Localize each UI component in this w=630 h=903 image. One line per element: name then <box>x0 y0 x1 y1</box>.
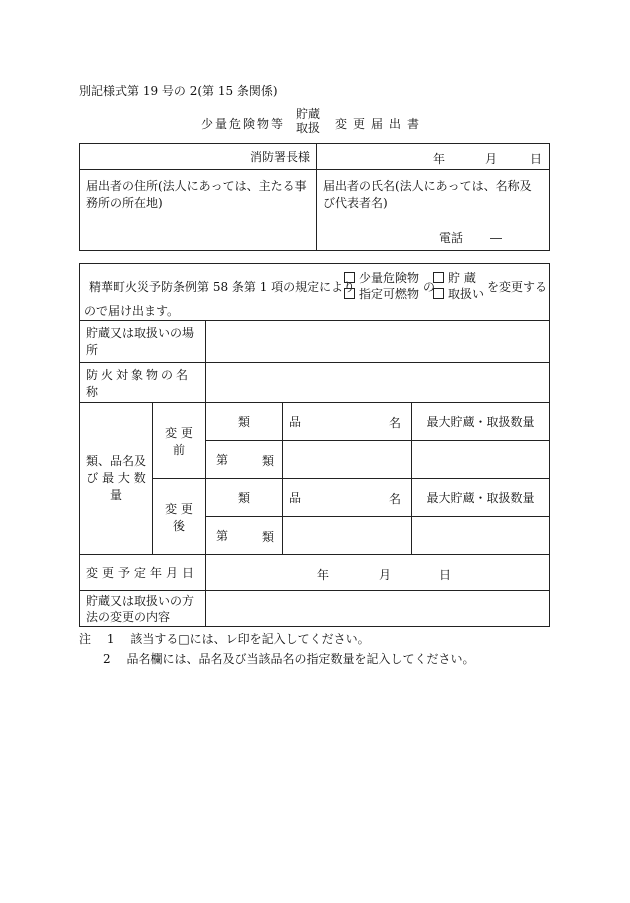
applicant-name-cell[interactable]: 届出者の氏名(法人にあっては、名称及び代表者名) 電話 ― <box>317 170 550 251</box>
option-designated[interactable]: 指定可燃物 <box>344 285 419 302</box>
option-handling[interactable]: 取扱い <box>433 285 484 302</box>
target-label: 防火対象物の名称 <box>80 363 206 403</box>
location-field[interactable] <box>206 321 550 363</box>
title-stack <box>296 107 320 135</box>
option-small-hazard[interactable]: 少量危険物 <box>344 269 419 286</box>
schedule-label: 変更予定年月日 <box>80 555 206 591</box>
checkbox-storage[interactable] <box>433 272 444 283</box>
title-left: 少量危険物等 <box>201 117 286 131</box>
col-max-before: 最大貯蔵・取扱数量 <box>412 403 550 441</box>
before-change-label: 変 更 前 <box>153 403 206 479</box>
main-table <box>79 263 550 627</box>
col-kind-before: 類 <box>206 403 283 441</box>
form-title <box>0 107 630 137</box>
form-heading: 別記様式第 19 号の 2(第 15 条関係) <box>79 84 278 98</box>
name-cell-before[interactable] <box>283 441 412 479</box>
max-cell-before[interactable] <box>412 441 550 479</box>
date-cell[interactable]: 年 月 日 <box>317 144 550 170</box>
name-cell-after[interactable] <box>283 517 412 555</box>
header-table <box>79 143 550 251</box>
method-field[interactable] <box>206 591 550 627</box>
kind-label: 類、品名及び 最 大 数 量 <box>80 403 153 555</box>
location-label: 貯蔵又は取扱いの場所 <box>80 321 206 363</box>
checkbox-small-hazard[interactable] <box>344 272 355 283</box>
col-max-after: 最大貯蔵・取扱数量 <box>412 479 550 517</box>
phone-dash: ― <box>490 231 502 245</box>
phone-label: 電話 <box>439 231 464 245</box>
checkbox-designated[interactable] <box>344 288 355 299</box>
max-cell-after[interactable] <box>412 517 550 555</box>
after-change-label: 変 更 後 <box>153 479 206 555</box>
title-handling: 取扱 <box>296 121 321 135</box>
col-kind-after: 類 <box>206 479 283 517</box>
schedule-field[interactable]: 年 月 日 <box>206 555 550 591</box>
note-2: 2 品名欄には、品名及び当該品名の指定数量を記入してください。 <box>103 652 475 666</box>
addressee-cell: 消防署長様 <box>80 144 317 170</box>
option-storage[interactable]: 貯 蔵 <box>433 269 476 286</box>
statement-cell: 精華町火災予防条例第 58 条第 1 項の規定により 少量危険物 指定可燃物 の 貯 蔵 取扱い を変更する ので届け出ます。 <box>80 264 550 321</box>
class-cell-after[interactable]: 第 類 <box>206 517 283 555</box>
target-field[interactable] <box>206 363 550 403</box>
note-1: 注 1 該当する□には、レ印を記入してください。 <box>79 632 370 646</box>
checkbox-handling[interactable] <box>433 288 444 299</box>
title-storage: 貯蔵 <box>296 107 321 121</box>
notes <box>79 629 474 669</box>
title-right: 変更届出書 <box>335 117 426 131</box>
applicant-address-cell[interactable]: 届出者の住所(法人にあっては、主たる事務所の所在地) <box>80 170 317 251</box>
method-label: 貯蔵又は取扱いの方法の変更の内容 <box>80 591 206 627</box>
col-name-after: 品 名 <box>283 479 412 517</box>
col-name-before: 品 名 <box>283 403 412 441</box>
class-cell-before[interactable]: 第 類 <box>206 441 283 479</box>
